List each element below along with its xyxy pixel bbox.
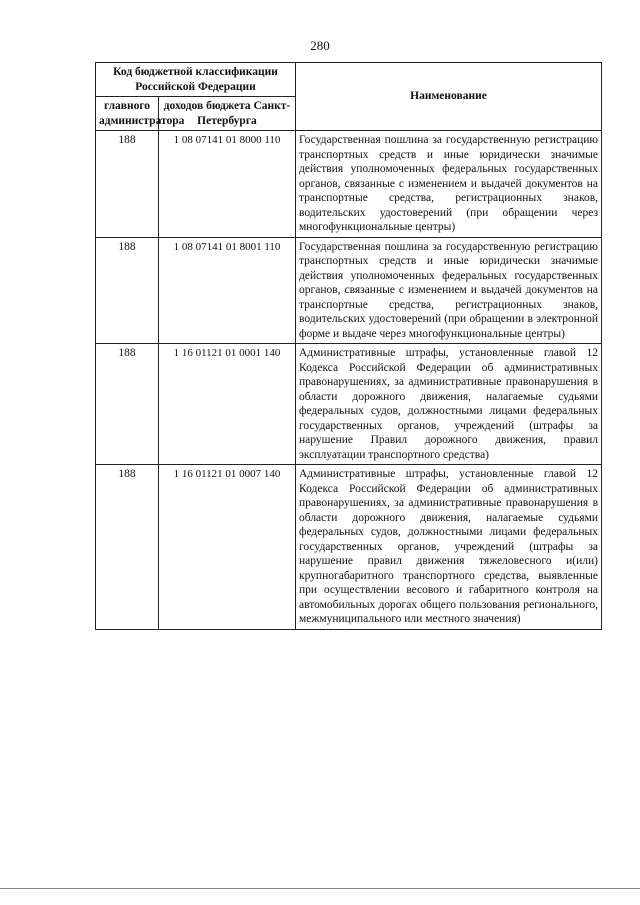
income-code-cell: 1 08 07141 01 8000 110 [159, 131, 296, 238]
admin-code-cell: 188 [96, 131, 159, 238]
name-cell: Административные штрафы, установленные главой 12 Кодекса Российской Федерации об административных правонарушениях, за административные правонарушения в области дорожного движения, налагаемые судьями федеральных судов, должностными лицами федеральных государственных органов, учреждений (штрафы за нарушение правил движения тяжеловесного и(или) крупногабаритного транспортного средства, выявленные при осуществлении весового и габаритного контроля на автомобильных дорогах общего пользования регионального, межмуниципального или местного значения) [296, 465, 602, 630]
admin-code-cell: 188 [96, 465, 159, 630]
table-row [96, 237, 602, 344]
header-main-administrator: главного администратора [96, 97, 159, 131]
name-cell: Государственная пошлина за государственную регистрацию транспортных средств и иные юридически значимые действия уполномоченных федеральных государственных органов, связанные с изменением и выдачей документов на транспортные средства, регистрационных знаков, водительских удостоверений (при обращении через многофункциональные центры) [296, 131, 602, 238]
header-budget-classification-code: Код бюджетной классификации Российской Федерации [96, 63, 296, 97]
scan-bottom-edge [0, 888, 640, 889]
header-budget-income: доходов бюджета Санкт-Петербурга [159, 97, 296, 131]
name-cell: Административные штрафы, установленные главой 12 Кодекса Российской Федерации об административных правонарушениях, за административные правонарушения в области дорожного движения, налагаемые судьями федеральных судов, должностными лицами федеральных государственных органов, учреждений (штрафы за нарушение Правил дорожного движения, правил эксплуатации транспортного средства) [296, 344, 602, 465]
table-row [96, 131, 602, 238]
income-code-cell: 1 08 07141 01 8001 110 [159, 237, 296, 344]
income-code-cell: 1 16 01121 01 0001 140 [159, 344, 296, 465]
header-row-1 [96, 63, 602, 97]
admin-code-cell: 188 [96, 344, 159, 465]
budget-classification-table [95, 62, 602, 630]
table-row [96, 465, 602, 630]
income-code-cell: 1 16 01121 01 0007 140 [159, 465, 296, 630]
page-number: 280 [310, 38, 330, 53]
name-cell: Государственная пошлина за государственную регистрацию транспортных средств и иные юридически значимые действия уполномоченных федеральных государственных органов, связанные с изменением и выдачей документов на транспортные средства, регистрационных знаков, водительских удостоверений (при обращении в электронной форме и выдаче через многофункциональные центры) [296, 237, 602, 344]
header-name: Наименование [296, 63, 602, 131]
admin-code-cell: 188 [96, 237, 159, 344]
table-row [96, 344, 602, 465]
